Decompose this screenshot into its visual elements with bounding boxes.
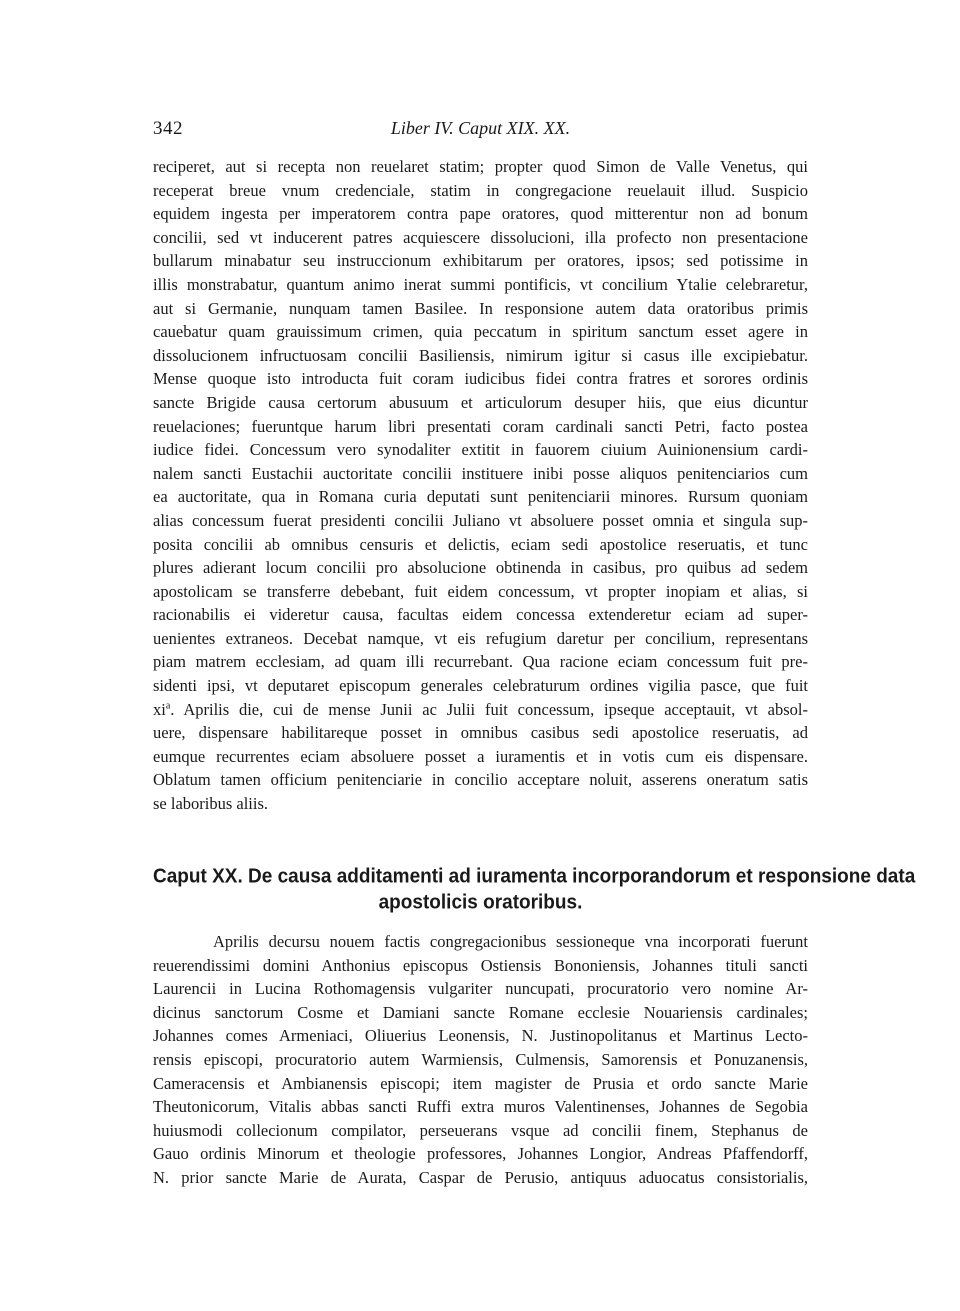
chapter-heading-line-1: Caput XX. De causa additamenti ad iuramenta incorporandorum et responsione data (153, 865, 916, 888)
text-line: Gauo ordinis Minorum et theologie professores, Johannes Longior, Andreas Pfaffendorff, (153, 1144, 808, 1164)
text-line: cauebatur quam grauissimum crimen, quia peccatum in spiritum sanctum esset agere in (153, 322, 808, 342)
line-rest: . Aprilis die, cui de mense Junii ac Julii fuit concessum, ipseque acceptauit, vt absol- (170, 699, 808, 719)
text-line: alias concessum fuerat presidenti concilii Juliano vt absoluere posset omnia et singula sup- (153, 510, 808, 530)
text-line: Laurencii in Lucina Rothomagensis vulgariter nuncupati, procuratorio vero nomine Ar- (153, 979, 808, 999)
running-head: Liber IV. Caput XIX. XX. (390, 118, 571, 138)
body-text-chapter-xx (153, 930, 808, 1190)
text-line: concilii, sed vt inducerent patres acquiescere dissolucioni, illa profecto non presentacione (153, 227, 808, 247)
text-line: plures adierant locum concilii pro absolucione obtinenda in casibus, pro quibus ad sedem (153, 558, 808, 578)
page-header (153, 118, 808, 144)
text-line: nalem sancti Eustachii auctoritate concilii instituere inibi posse aliquos penitenciarios cum (153, 463, 808, 483)
roman-numeral: xi (153, 699, 166, 719)
text-line: bullarum minabatur seu instruccionum exhibitarum per oratores, ipsos; sed potissime in (153, 251, 808, 271)
text-line: ea auctoritate, qua in Romana curia deputati sunt penitenciarii minores. Rursum quoniam (153, 487, 808, 507)
text-line: Aprilis decursu nouem factis congregacionibus sessioneque vna incorporati fuerunt (213, 932, 808, 951)
text-line: sancte Brigide causa certorum abusuum et articulorum desuper hiis, que eius dicuntur (153, 392, 808, 412)
text-line: Johannes comes Armeniaci, Oliuerius Leonensis, N. Justinopolitanus et Martinus Lecto- (153, 1026, 808, 1046)
text-line: racionabilis ei videretur causa, facultas eidem concessa extenderetur eciam ad super- (153, 605, 808, 625)
text-line: reciperet, aut si recepta non reuelaret statim; propter quod Simon de Valle Venetus, qui (153, 157, 808, 176)
chapter-heading-line-2: apostolicis oratoribus. (378, 891, 583, 914)
text-line: piam matrem ecclesiam, ad quam illi recurrebant. Qua racione eciam concessum fuit pre- (153, 652, 808, 672)
text-line: Cameracensis et Ambianensis episcopi; item magister de Prusia et ordo sancte Marie (153, 1073, 808, 1093)
text-line: dicinus sanctorum Cosme et Damiani sancte Romane ecclesie Nouariensis cardinales; (153, 1002, 808, 1022)
text-line: Theutonicorum, Vitalis abbas sancti Ruffi extra muros Valentinenses, Johannes de Segobia (153, 1097, 808, 1117)
text-line: reuerendissimi domini Anthonius episcopus Ostiensis Bononiensis, Johannes tituli sancti (153, 955, 808, 975)
text-line: equidem ingesta per imperatorem contra pape oratores, quod mitterentur non ad bonum (153, 204, 808, 224)
text-line: uenientes extraneos. Decebat namque, vt eis refugium daretur per concilium, representans (153, 628, 808, 648)
text-line: sidenti ipsi, vt deputaret episcopum generales celebraturum ordines vigilia pasce, que fuit (153, 676, 808, 696)
body-text-chapter-xix (153, 155, 808, 816)
text-line: huiusmodi collecionum compilator, perseuerans vsque ad concilii finem, Stephanus de (153, 1120, 808, 1140)
text-line (153, 698, 808, 722)
text-line: N. prior sancte Marie de Aurata, Caspar de Perusio, antiquus aduocatus consistorialis, (153, 1167, 808, 1187)
text-line: rensis episcopi, procuratorio autem Warmiensis, Culmensis, Samorensis et Ponuzanensis, (153, 1049, 808, 1069)
text-line: receperat breue vnum credenciale, statim in congregacione reuelauit illud. Suspicio (153, 180, 808, 200)
text-line: dissolucionem infructuosam concilii Basiliensis, nimirum igitur si casus ille excipiebatur. (153, 345, 808, 365)
superscript: a (165, 700, 171, 712)
text-line: aut si Germanie, nunquam tamen Basilee. In responsione autem data oratoribus primis (153, 298, 808, 318)
text-line: se laboribus aliis. (153, 794, 269, 814)
chapter-heading (153, 864, 916, 916)
text-line: uere, dispensare habilitareque posset in omnibus casibus sedi apostolice reseruatis, ad (153, 723, 808, 743)
text-line: reuelaciones; fueruntque harum libri presentati coram cardinali sancti Petri, facto postea (153, 416, 808, 436)
text-line: Mense quoque isto introducta fuit coram iudicibus fidei contra fratres et sorores ordinis (153, 369, 808, 389)
text-line: posita concilii ab omnibus censuris et delictis, eciam sedi apostolice reseruatis, et tunc (153, 534, 808, 554)
text-line: Oblatum tamen officium penitenciarie in concilio acceptare noluit, asserens oneratum satis (153, 770, 808, 790)
page-number: 342 (153, 118, 183, 139)
text-line: illis monstrabatur, quantum animo inerat summi pontificis, vt concilium Ytalie celebraretur, (153, 274, 808, 294)
text-line: iudice fidei. Concessum vero synodaliter extitit in fauorem ciuium Auinionensium cardi- (153, 440, 808, 460)
text-line: eumque recurrentes eciam absoluere posset a iuramentis et in votis cum eis dispensare. (153, 746, 808, 766)
text-line: apostolicam se transferre debebant, fuit eidem concessum, vt propter inopiam et alias, si (153, 581, 808, 601)
